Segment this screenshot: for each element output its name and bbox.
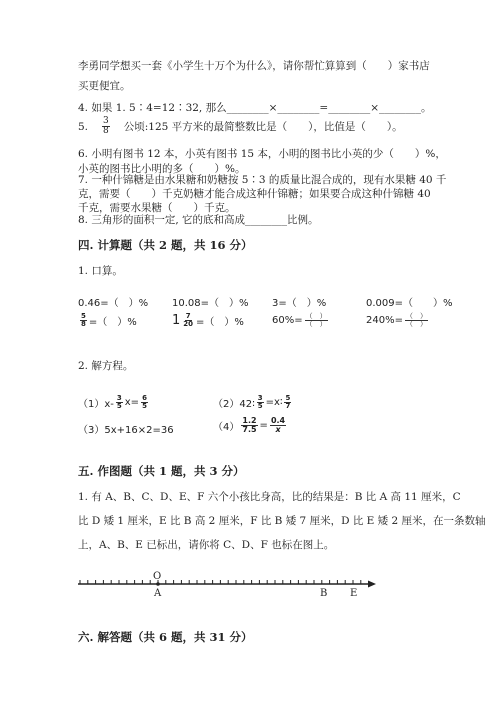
question-7-line-1: 7. 一种什锦糖是由水果糖和奶糖按 5∶3 的质量比混合成的，现有水果糖 40 千	[78, 174, 447, 186]
fraction-5-8: $\frac{5}{8}$	[81, 312, 86, 328]
question-6-line-2: 小英的图书比小明的多（ ）%。	[78, 163, 246, 175]
question-5-number: 5.	[78, 120, 89, 133]
fraction-7-20: $\frac{7}{20}$	[183, 312, 194, 328]
oral-calc-8: 240%= $\frac{( )}{( )}$	[366, 312, 427, 328]
section-4-sub-1: 1. 口算。	[78, 265, 123, 277]
section-4-heading: 四. 计算题（共 2 题，共 16 分）	[78, 238, 253, 252]
section-5-heading: 五. 作图题（共 1 题，共 3 分）	[78, 464, 245, 478]
oral-calc-6: 1 $\frac{7}{20}$ =（ ）%	[172, 312, 244, 328]
oral-calc-7: 60%= $\frac{( )}{( )}$	[272, 312, 327, 328]
section-5-line-3: 上，A、B、E 已标出，请你将 C、D、F 也标在图上。	[78, 539, 335, 551]
question-7-line-2: 克，需要（ ）千克奶糖才能合成这种什锦糖；如果要合成这种什锦糖 40	[78, 188, 431, 200]
oral-calc-5: $\frac{5}{8}$ =（ ）%	[81, 312, 137, 328]
section-5-line-1: 1. 有 A、B、C、D、E、F 六个小孩比身高，比的结果是：B 比 A 高 11 厘米，C	[78, 491, 461, 503]
origin-dot	[156, 582, 160, 586]
oral-calc-2: 10.08=（ ）%	[172, 298, 249, 309]
point-a-label: A	[154, 588, 162, 599]
question-5	[78, 117, 403, 136]
oral-calc-3: 3=（ ）%	[272, 298, 327, 309]
question-7-line-3: 千克，需要水果糖（ ）千克。	[78, 202, 236, 214]
question-5-text: 公顷:125 平方米的最简整数比是（ ），比值是（ ）。	[123, 121, 403, 133]
intro-line-1: 李勇同学想买一套《小学生十万个为什么》，请你帮忙算算到（ ）家书店	[78, 60, 430, 72]
section-6-heading: 六. 解答题（共 6 题，共 31 分）	[78, 630, 253, 644]
equation-1: （1）x- $\frac{3}{5}$ x= $\frac{6}{5}$	[78, 394, 147, 410]
number-line	[70, 568, 380, 602]
number-line-arrow	[368, 581, 376, 588]
oral-calc-1: 0.46=（ ）%	[78, 298, 149, 309]
fraction-blank-1: $\frac{( )}{( )}$	[305, 312, 327, 328]
section-5-line-2: 比 D 矮 1 厘米，E 比 B 高 2 厘米，F 比 B 矮 7 厘米，D 比 E 矮 2 厘米，在一条数轴	[78, 515, 486, 527]
question-8: 8. 三角形的面积一定, 它的底和高成________比例。	[78, 214, 319, 226]
intro-line-2: 买更便宜。	[78, 80, 131, 92]
question-4: 4. 如果 1. 5∶4=12∶32, 那么________×________=________×________。	[78, 102, 432, 114]
question-6-line-1: 6. 小明有图书 12 本，小英有图书 15 本，小明的图书比小英的少（ ）%，	[78, 148, 446, 160]
fraction-blank-2: $\frac{( )}{( )}$	[405, 312, 427, 328]
origin-label: O	[153, 571, 162, 582]
section-4-sub-2: 2. 解方程。	[78, 360, 134, 372]
oral-calc-4: 0.009=（ ）%	[366, 298, 453, 309]
point-e-label: E	[350, 588, 358, 599]
equation-4: （4） $\frac{1.2}{7.5}$ = $\frac{0.4}{x}$	[213, 416, 286, 434]
equation-2: （2）42∶ $\frac{3}{5}$ =x∶ $\frac{5}{7}$	[213, 394, 291, 410]
question-5-fraction: $\frac{3}{8}$	[103, 116, 109, 136]
equation-3: （3）5x+16×2=36	[78, 425, 174, 436]
point-b-label: B	[320, 588, 328, 599]
